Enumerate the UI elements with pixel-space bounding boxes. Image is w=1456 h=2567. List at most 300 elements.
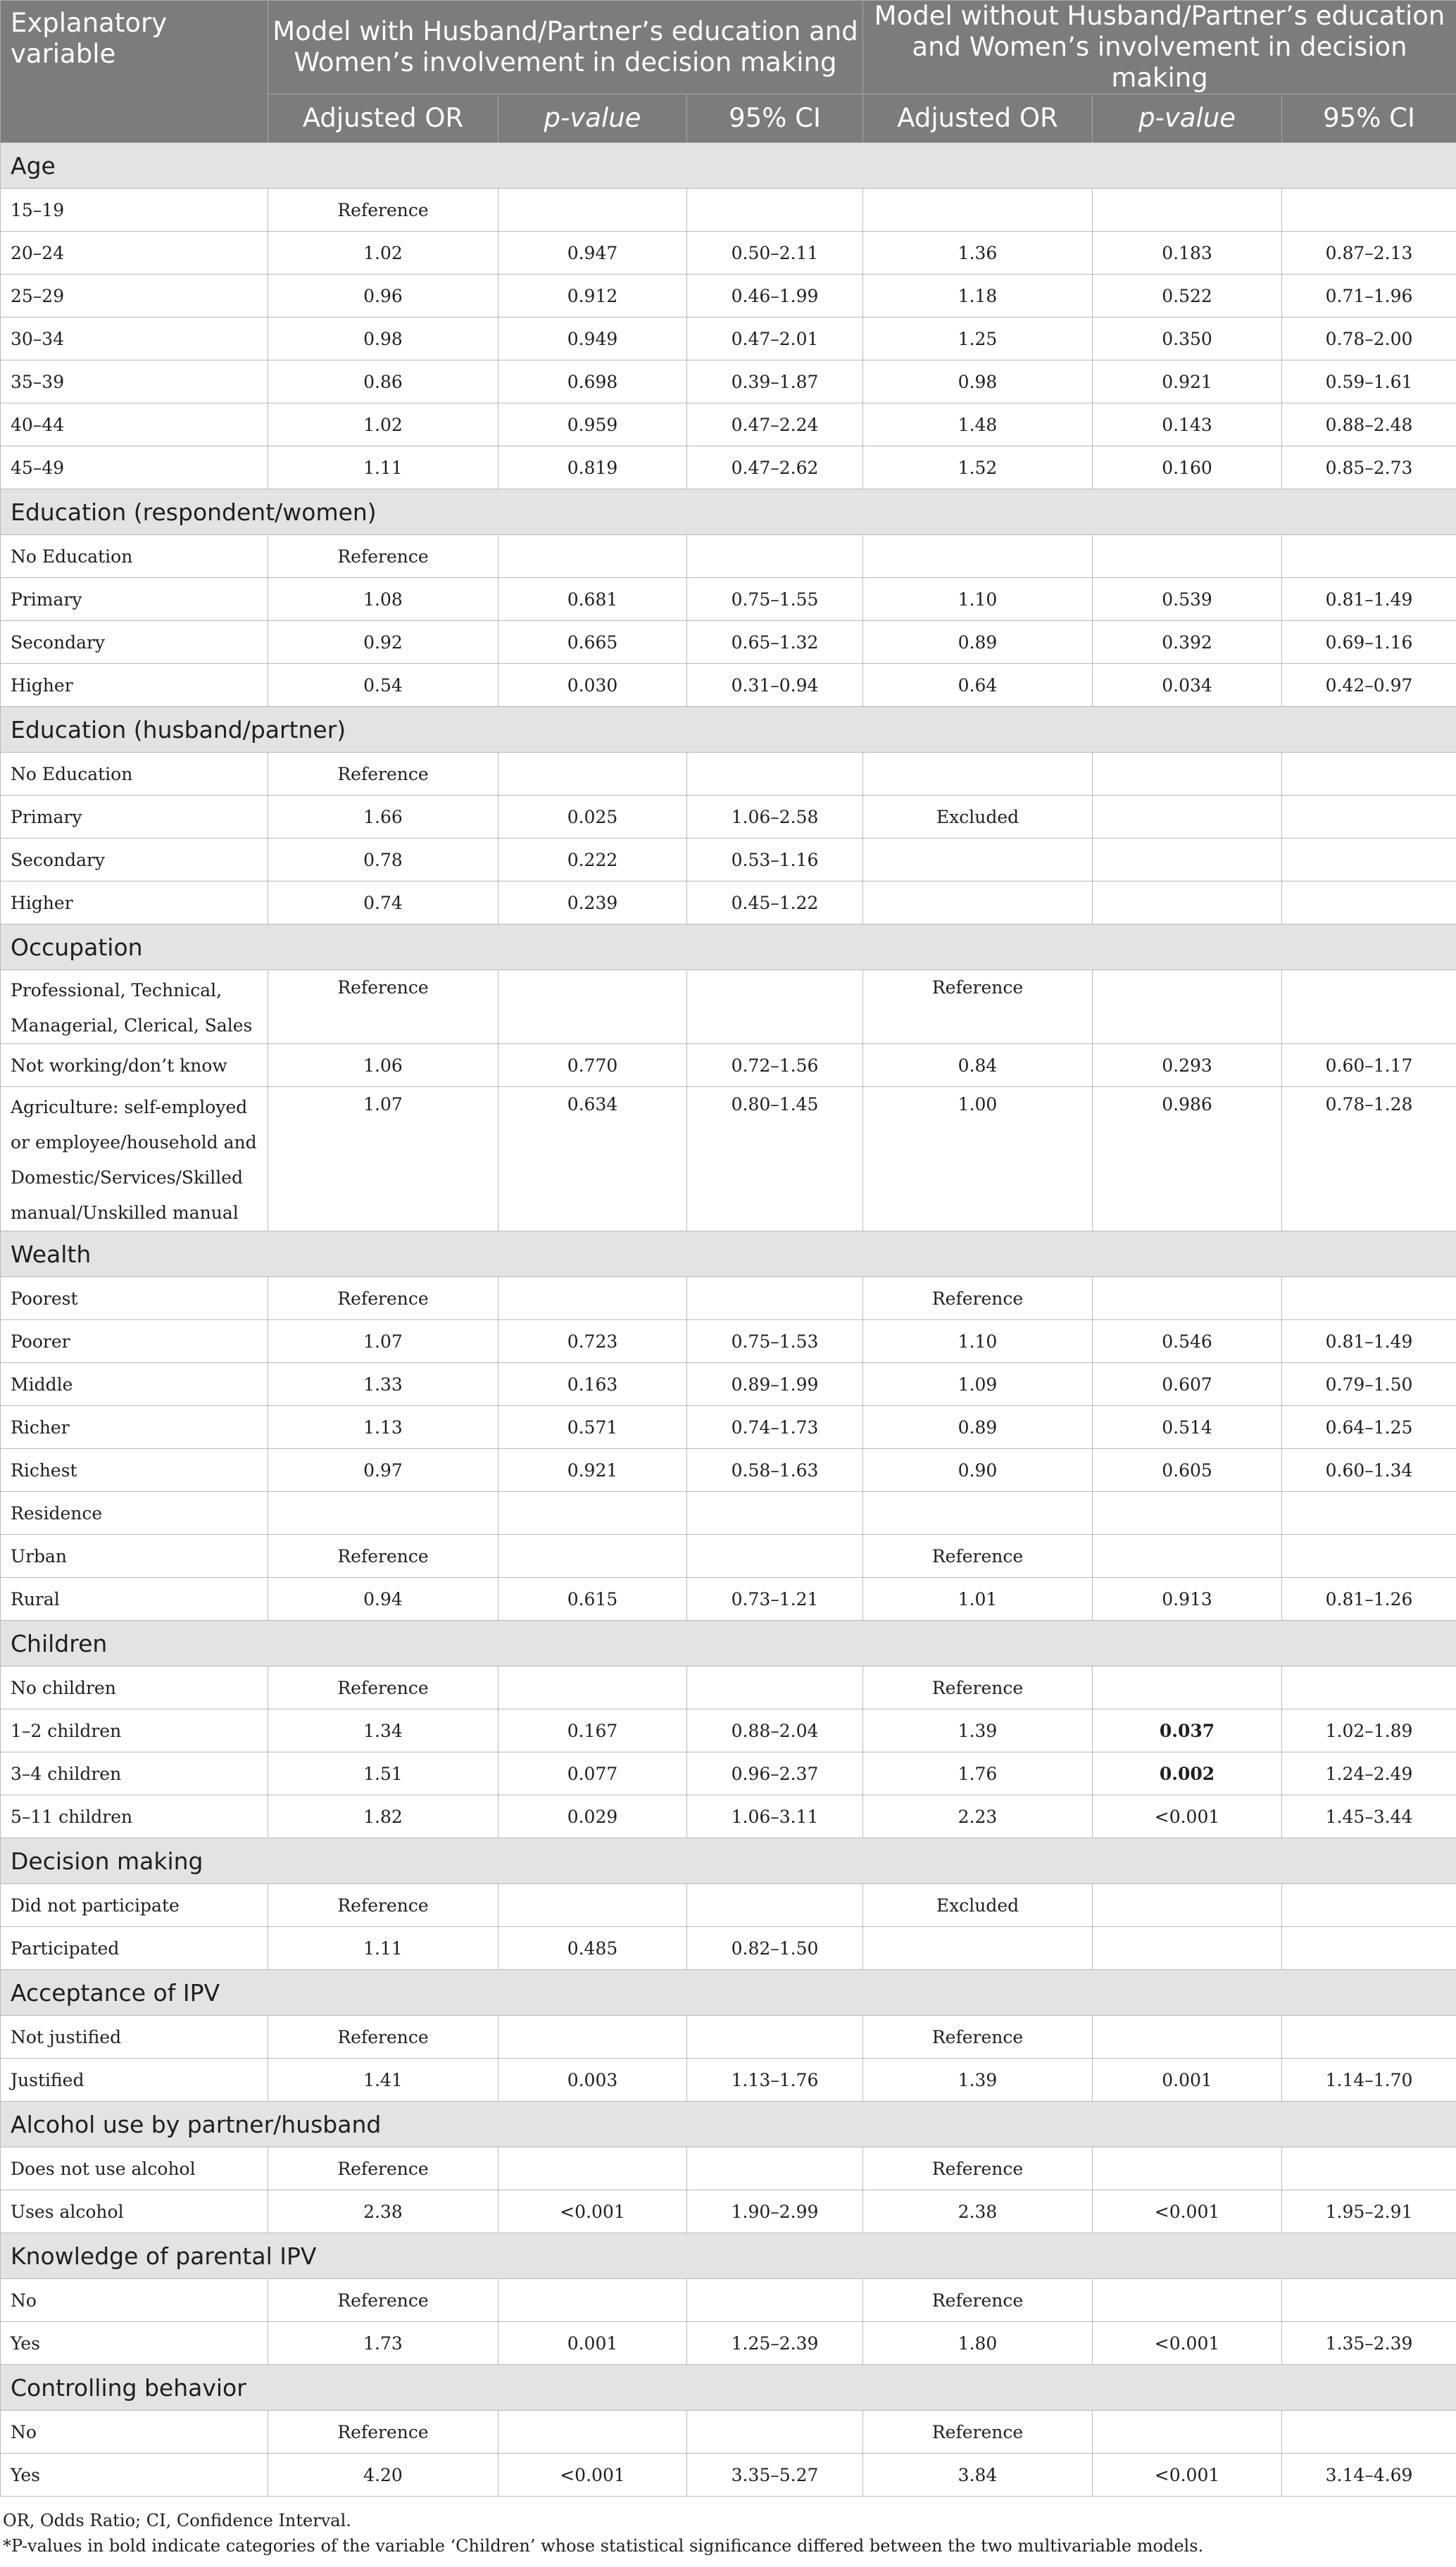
table-cell: 1.95–2.91: [1282, 2190, 1456, 2233]
table-row: [1, 1492, 1456, 1535]
table-cell: Reference: [863, 970, 1093, 1044]
table-cell: Reference: [863, 1667, 1093, 1709]
header-ci-with: 95% CI: [687, 94, 863, 143]
row-label: 3–4 children: [1, 1752, 268, 1795]
table-row: [1, 578, 1456, 621]
table-cell: Reference: [268, 970, 498, 1044]
table-cell: [1282, 1667, 1456, 1709]
table-cell: 1.25: [863, 318, 1093, 360]
row-label: Middle: [1, 1363, 268, 1406]
row-label: 30–34: [1, 318, 268, 360]
table-cell: 0.96: [268, 275, 498, 318]
table-cell: [1093, 1884, 1282, 1927]
table-row: [1, 1795, 1456, 1838]
section-title: Occupation: [1, 924, 1456, 970]
table-cell: 1.02: [268, 232, 498, 275]
row-label: Justified: [1, 2059, 268, 2102]
table-cell: 0.45–1.22: [687, 881, 863, 924]
section-header: [1, 1621, 1456, 1667]
table-cell: 0.681: [498, 578, 687, 621]
table-row: [1, 2190, 1456, 2233]
table-row: [1, 360, 1456, 403]
table-row: [1, 753, 1456, 796]
table-row: [1, 2279, 1456, 2322]
table-cell: [498, 1884, 687, 1927]
table-cell: [498, 1492, 687, 1535]
table-cell: [498, 189, 687, 232]
table-cell: Reference: [863, 2147, 1093, 2190]
table-cell: 0.74–1.73: [687, 1406, 863, 1449]
table-cell: 0.31–0.94: [687, 664, 863, 707]
table-cell: 1.11: [268, 1927, 498, 1970]
table-cell: 1.00: [863, 1087, 1093, 1231]
table-cell: 0.160: [1093, 446, 1282, 489]
section-header: [1, 707, 1456, 753]
table-cell: 1.25–2.39: [687, 2322, 863, 2365]
row-label: 1–2 children: [1, 1709, 268, 1752]
table-cell: [1093, 970, 1282, 1044]
table-cell: 0.72–1.56: [687, 1044, 863, 1087]
table-row: [1, 1087, 1456, 1231]
row-label: 45–49: [1, 446, 268, 489]
table-cell: 1.10: [863, 578, 1093, 621]
row-label: Secondary: [1, 621, 268, 664]
table-cell: [498, 2411, 687, 2454]
table-cell: 1.13: [268, 1406, 498, 1449]
table-cell: [687, 753, 863, 796]
table-cell: 1.08: [268, 578, 498, 621]
table-row: [1, 796, 1456, 839]
table-cell: [687, 1884, 863, 1927]
table-cell: [1282, 970, 1456, 1044]
section-title: Alcohol use by partner/husband: [1, 2102, 1456, 2147]
table-cell: [1093, 2411, 1282, 2454]
table-cell: 0.88–2.48: [1282, 403, 1456, 446]
table-row: [1, 2411, 1456, 2454]
table-cell: Reference: [268, 2279, 498, 2322]
table-cell: 0.89–1.99: [687, 1363, 863, 1406]
table-cell: 0.607: [1093, 1363, 1282, 1406]
table-cell: 0.81–1.26: [1282, 1578, 1456, 1621]
table-row: [1, 881, 1456, 924]
table-cell: <0.001: [1093, 2190, 1282, 2233]
table-cell: 0.58–1.63: [687, 1449, 863, 1492]
table-cell: Reference: [268, 189, 498, 232]
table-cell: 0.89: [863, 1406, 1093, 1449]
header-p-value-with: p-value: [498, 94, 687, 143]
table-row: [1, 1927, 1456, 1970]
row-label: Not working/don’t know: [1, 1044, 268, 1087]
section-title: Controlling behavior: [1, 2365, 1456, 2411]
table-cell: 1.90–2.99: [687, 2190, 863, 2233]
table-cell: 0.913: [1093, 1578, 1282, 1621]
footnote-bold-note: *P-values in bold indicate categories of the variable ‘Children’ whose statistical significance differed between the two multivariable models.: [3, 2536, 1204, 2556]
table-cell: 0.001: [1093, 2059, 1282, 2102]
table-row: [1, 1667, 1456, 1709]
table-cell: 0.665: [498, 621, 687, 664]
row-label: Professional, Technical, Managerial, Clerical, Sales: [1, 970, 268, 1044]
table-cell: 0.143: [1093, 403, 1282, 446]
table-cell: Reference: [863, 1277, 1093, 1320]
table-cell: [1093, 796, 1282, 839]
section-header: [1, 924, 1456, 970]
table-cell: [687, 1277, 863, 1320]
table-cell: 0.001: [498, 2322, 687, 2365]
table-row: [1, 1449, 1456, 1492]
row-label: Primary: [1, 796, 268, 839]
table-row: [1, 1535, 1456, 1578]
table-cell: 0.50–2.11: [687, 232, 863, 275]
table-cell: [863, 1927, 1093, 1970]
row-label: Primary: [1, 578, 268, 621]
row-label: Agriculture: self-employed or employee/household and Domestic/Services/Skilled manual/Unskilled manual: [1, 1087, 268, 1231]
table-cell: 1.18: [863, 275, 1093, 318]
table-cell: [687, 189, 863, 232]
table-cell: [687, 1492, 863, 1535]
row-label: 5–11 children: [1, 1795, 268, 1838]
table-cell: 2.38: [863, 2190, 1093, 2233]
table-cell: Reference: [268, 1884, 498, 1927]
table-cell: [1093, 839, 1282, 881]
table-cell: 0.42–0.97: [1282, 664, 1456, 707]
table-cell: Reference: [863, 2016, 1093, 2059]
table-cell: 0.539: [1093, 578, 1282, 621]
section-header: [1, 1231, 1456, 1277]
table-cell: 0.47–2.01: [687, 318, 863, 360]
table-row: [1, 1320, 1456, 1363]
table-cell: 1.36: [863, 232, 1093, 275]
row-label: Participated: [1, 1927, 268, 1970]
table-cell: [1093, 2279, 1282, 2322]
table-cell: [1093, 535, 1282, 578]
section-title: Knowledge of parental IPV: [1, 2233, 1456, 2279]
table-cell: 1.11: [268, 446, 498, 489]
section-header: [1, 2102, 1456, 2147]
row-label: Urban: [1, 1535, 268, 1578]
section-title: Decision making: [1, 1838, 1456, 1884]
table-cell: [687, 2016, 863, 2059]
table-cell: 1.02–1.89: [1282, 1709, 1456, 1752]
table-cell: [687, 1535, 863, 1578]
table-cell: 0.64–1.25: [1282, 1406, 1456, 1449]
section-header: [1, 143, 1456, 189]
table-cell: 0.98: [863, 360, 1093, 403]
section-header: [1, 2233, 1456, 2279]
row-label: 25–29: [1, 275, 268, 318]
table-cell: 0.571: [498, 1406, 687, 1449]
table-row: [1, 535, 1456, 578]
table-cell: 0.87–2.13: [1282, 232, 1456, 275]
row-label: No children: [1, 1667, 268, 1709]
table-cell: 1.82: [268, 1795, 498, 1838]
row-label: Yes: [1, 2454, 268, 2497]
table-cell: Reference: [863, 2411, 1093, 2454]
table-cell: 0.90: [863, 1449, 1093, 1492]
section-title: Education (respondent/women): [1, 489, 1456, 535]
table-cell: 4.20: [268, 2454, 498, 2497]
table-cell: [1093, 881, 1282, 924]
table-cell: [1282, 2279, 1456, 2322]
table-cell: 0.921: [1093, 360, 1282, 403]
section-header: [1, 489, 1456, 535]
row-label: Higher: [1, 664, 268, 707]
table-cell: Reference: [268, 2016, 498, 2059]
table-row: [1, 1709, 1456, 1752]
table-row: [1, 1578, 1456, 1621]
table-cell: 0.92: [268, 621, 498, 664]
table-cell: 0.75–1.53: [687, 1320, 863, 1363]
table-cell: 0.522: [1093, 275, 1282, 318]
table-cell: 0.47–2.24: [687, 403, 863, 446]
table-cell: Reference: [268, 2411, 498, 2454]
table-row: [1, 664, 1456, 707]
section-title: Education (husband/partner): [1, 707, 1456, 753]
table-cell: 0.986: [1093, 1087, 1282, 1231]
table-cell: 0.819: [498, 446, 687, 489]
table-cell: 0.60–1.34: [1282, 1449, 1456, 1492]
table-cell: 0.81–1.49: [1282, 1320, 1456, 1363]
table-cell: Reference: [863, 2279, 1093, 2322]
table-cell: 0.392: [1093, 621, 1282, 664]
table-cell: 0.077: [498, 1752, 687, 1795]
table-cell: 1.51: [268, 1752, 498, 1795]
table-cell: <0.001: [498, 2190, 687, 2233]
table-cell: [498, 2147, 687, 2190]
row-label: No: [1, 2411, 268, 2454]
row-label: 40–44: [1, 403, 268, 446]
table-cell: 0.222: [498, 839, 687, 881]
table-cell: 0.47–2.62: [687, 446, 863, 489]
table-cell: [498, 1277, 687, 1320]
table-cell: Reference: [268, 1667, 498, 1709]
table-cell: [498, 970, 687, 1044]
header-explanatory-variable: Explanatory variable: [1, 1, 268, 143]
table-cell: 0.78: [268, 839, 498, 881]
header-ci-without: 95% CI: [1282, 94, 1456, 143]
table-cell: [1282, 753, 1456, 796]
table-cell: 0.59–1.61: [1282, 360, 1456, 403]
table-cell: 0.698: [498, 360, 687, 403]
table-cell: [1282, 189, 1456, 232]
table-cell: 0.615: [498, 1578, 687, 1621]
table-cell: 0.79–1.50: [1282, 1363, 1456, 1406]
table-cell: [1093, 2016, 1282, 2059]
table-row: [1, 839, 1456, 881]
table-cell: [863, 881, 1093, 924]
table-cell: [498, 2016, 687, 2059]
table-cell: 1.07: [268, 1320, 498, 1363]
table-cell: [1282, 2016, 1456, 2059]
table-cell: 1.10: [863, 1320, 1093, 1363]
table-cell: 0.75–1.55: [687, 578, 863, 621]
row-label: No Education: [1, 753, 268, 796]
table-cell: 1.06–2.58: [687, 796, 863, 839]
table-cell: 0.003: [498, 2059, 687, 2102]
table-cell: [1093, 1492, 1282, 1535]
header-model-with: Model with Husband/Partner’s education and Women’s involvement in decision making: [268, 1, 863, 94]
section-title: Acceptance of IPV: [1, 1970, 1456, 2016]
table-cell: [1093, 753, 1282, 796]
table-cell: [863, 535, 1093, 578]
table-cell: 0.605: [1093, 1449, 1282, 1492]
table-cell: 2.23: [863, 1795, 1093, 1838]
table-row: [1, 2016, 1456, 2059]
table-row: [1, 1406, 1456, 1449]
table-cell: 0.770: [498, 1044, 687, 1087]
table-cell: 0.89: [863, 621, 1093, 664]
table-cell: 1.07: [268, 1087, 498, 1231]
table-cell: Reference: [268, 753, 498, 796]
table-cell: [498, 2279, 687, 2322]
table-cell: [687, 2411, 863, 2454]
table-cell: 0.78–2.00: [1282, 318, 1456, 360]
table-cell: 0.485: [498, 1927, 687, 1970]
table-cell: 1.33: [268, 1363, 498, 1406]
table-cell: Reference: [268, 2147, 498, 2190]
table-cell: [1093, 1927, 1282, 1970]
row-label: Richest: [1, 1449, 268, 1492]
table-cell: 0.94: [268, 1578, 498, 1621]
table-cell: 2.38: [268, 2190, 498, 2233]
row-label: Rural: [1, 1578, 268, 1621]
table-cell: [1282, 1927, 1456, 1970]
table-cell: 0.634: [498, 1087, 687, 1231]
table-cell: 1.01: [863, 1578, 1093, 1621]
header-p-value-without: p-value: [1093, 94, 1282, 143]
table-row: [1, 318, 1456, 360]
row-label: Uses alcohol: [1, 2190, 268, 2233]
table-cell: 1.41: [268, 2059, 498, 2102]
table-cell: <0.001: [1093, 2322, 1282, 2365]
table-cell: 1.35–2.39: [1282, 2322, 1456, 2365]
table-cell: 0.029: [498, 1795, 687, 1838]
table-cell: 0.39–1.87: [687, 360, 863, 403]
table-cell: [498, 1667, 687, 1709]
row-label: Residence: [1, 1492, 268, 1535]
table-cell: [687, 2147, 863, 2190]
section-header: [1, 1970, 1456, 2016]
table-cell: 0.88–2.04: [687, 1709, 863, 1752]
table-cell: 0.037: [1093, 1709, 1282, 1752]
table-cell: [863, 839, 1093, 881]
table-cell: 1.06: [268, 1044, 498, 1087]
table-cell: 0.239: [498, 881, 687, 924]
table-cell: 0.163: [498, 1363, 687, 1406]
table-row: [1, 232, 1456, 275]
table-cell: Reference: [268, 1277, 498, 1320]
table-row: [1, 1363, 1456, 1406]
table-cell: [687, 1667, 863, 1709]
table-row: [1, 1884, 1456, 1927]
header-adjusted-or-with: Adjusted OR: [268, 94, 498, 143]
table-cell: 1.48: [863, 403, 1093, 446]
table-cell: 0.74: [268, 881, 498, 924]
table-cell: [1282, 1535, 1456, 1578]
table-cell: [1093, 1277, 1282, 1320]
table-cell: 1.66: [268, 796, 498, 839]
row-label: No Education: [1, 535, 268, 578]
section-header: [1, 2365, 1456, 2411]
table-cell: [687, 2279, 863, 2322]
table-row: [1, 403, 1456, 446]
table-cell: 0.71–1.96: [1282, 275, 1456, 318]
table-cell: 0.69–1.16: [1282, 621, 1456, 664]
table-cell: [863, 1492, 1093, 1535]
table-cell: 1.13–1.76: [687, 2059, 863, 2102]
table-cell: 0.82–1.50: [687, 1927, 863, 1970]
table-cell: [498, 753, 687, 796]
table-cell: 0.54: [268, 664, 498, 707]
table-row: [1, 1752, 1456, 1795]
table-row: [1, 1044, 1456, 1087]
table-cell: <0.001: [1093, 1795, 1282, 1838]
table-cell: 0.64: [863, 664, 1093, 707]
section-header: [1, 1838, 1456, 1884]
table-cell: 0.81–1.49: [1282, 578, 1456, 621]
row-label: Poorest: [1, 1277, 268, 1320]
table-cell: [1093, 189, 1282, 232]
table-cell: [1282, 535, 1456, 578]
table-cell: 0.98: [268, 318, 498, 360]
header-adjusted-or-without: Adjusted OR: [863, 94, 1093, 143]
table-cell: 1.34: [268, 1709, 498, 1752]
table-cell: 0.46–1.99: [687, 275, 863, 318]
table-cell: 0.73–1.21: [687, 1578, 863, 1621]
table-footnotes: [0, 2508, 1456, 2559]
table-cell: 0.183: [1093, 232, 1282, 275]
table-cell: Excluded: [863, 1884, 1093, 1927]
table-cell: [1282, 1884, 1456, 1927]
table-row: [1, 446, 1456, 489]
table-cell: [498, 1535, 687, 1578]
section-title: Children: [1, 1621, 1456, 1667]
table-row: [1, 2147, 1456, 2190]
row-label: Yes: [1, 2322, 268, 2365]
table-row: [1, 189, 1456, 232]
row-label: Does not use alcohol: [1, 2147, 268, 2190]
section-title: Wealth: [1, 1231, 1456, 1277]
table-cell: [1093, 1535, 1282, 1578]
table-cell: 1.06–3.11: [687, 1795, 863, 1838]
table-cell: Reference: [863, 1535, 1093, 1578]
table-cell: 1.76: [863, 1752, 1093, 1795]
table-cell: 0.546: [1093, 1320, 1282, 1363]
row-label: 35–39: [1, 360, 268, 403]
row-label: Not justified: [1, 2016, 268, 2059]
footnote-abbreviations: OR, Odds Ratio; CI, Confidence Interval.: [3, 2511, 351, 2530]
row-label: Secondary: [1, 839, 268, 881]
table-cell: 0.167: [498, 1709, 687, 1752]
table-cell: [1093, 2147, 1282, 2190]
row-label: Higher: [1, 881, 268, 924]
table-cell: [1282, 2411, 1456, 2454]
table-cell: 1.45–3.44: [1282, 1795, 1456, 1838]
table-cell: Reference: [268, 535, 498, 578]
row-label: Poorer: [1, 1320, 268, 1363]
table-cell: 0.030: [498, 664, 687, 707]
table-cell: [498, 535, 687, 578]
table-cell: 0.86: [268, 360, 498, 403]
table-cell: <0.001: [1093, 2454, 1282, 2497]
table-cell: [268, 1492, 498, 1535]
table-cell: [1282, 1277, 1456, 1320]
table-cell: 0.002: [1093, 1752, 1282, 1795]
table-cell: 3.14–4.69: [1282, 2454, 1456, 2497]
table-row: [1, 2059, 1456, 2102]
table-cell: [1282, 1492, 1456, 1535]
table-cell: 0.84: [863, 1044, 1093, 1087]
table-cell: 0.959: [498, 403, 687, 446]
